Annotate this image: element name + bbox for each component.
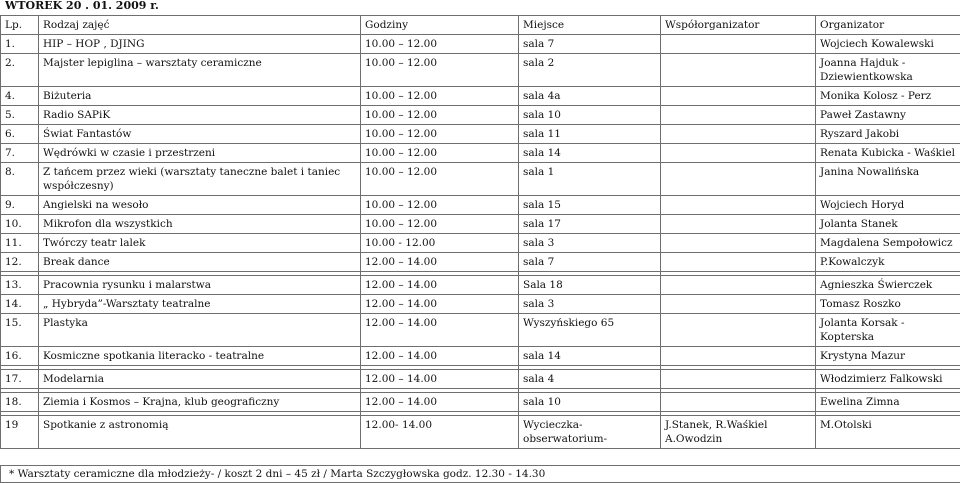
organizer: Magdalena Sempołowicz — [816, 234, 960, 253]
co-organizer — [661, 87, 816, 106]
co-organizer — [661, 196, 816, 215]
hours: 10.00 – 12.00 — [361, 163, 519, 196]
activity-name: Kosmiczne spotkania literacko - teatralne — [39, 347, 361, 366]
activity-name: Świat Fantastów — [39, 125, 361, 144]
organizer: Włodzimierz Falkowski — [816, 370, 960, 389]
location: sala 7 — [519, 35, 661, 54]
row-number: 10. — [1, 215, 39, 234]
activity-name: Biżuteria — [39, 87, 361, 106]
organizer: P.Kowalczyk — [816, 253, 960, 272]
hours: 12.00- 14.00 — [361, 416, 519, 449]
hours: 10.00 – 12.00 — [361, 215, 519, 234]
location: sala 3 — [519, 295, 661, 314]
row-number: 4. — [1, 87, 39, 106]
hours: 10.00 – 12.00 — [361, 125, 519, 144]
location: sala 10 — [519, 106, 661, 125]
hours: 10.00 – 12.00 — [361, 106, 519, 125]
organizer: Krystyna Mazur — [816, 347, 960, 366]
co-organizer: J.Stanek, R.Waśkiel A.Owodzin — [661, 416, 816, 449]
row-number: 6. — [1, 125, 39, 144]
row-number: 2. — [1, 54, 39, 87]
activity-name: Ziemia i Kosmos – Krajna, klub geograficzny — [39, 393, 361, 412]
location: sala 4 — [519, 370, 661, 389]
location: Wyszyńskiego 65 — [519, 314, 661, 347]
hours: 12.00 – 14.00 — [361, 276, 519, 295]
row-number: 16. — [1, 347, 39, 366]
activity-name: Twórczy teatr lalek — [39, 234, 361, 253]
table-row — [1, 314, 960, 347]
schedule-table — [0, 15, 960, 449]
table-row — [1, 54, 960, 87]
activity-name: Z tańcem przez wieki (warsztaty taneczne balet i taniec współczesny) — [39, 163, 361, 196]
organizer: Joanna Hajduk - Dziewientkowska — [816, 54, 960, 87]
organizer: Ryszard Jakobi — [816, 125, 960, 144]
location: sala 7 — [519, 253, 661, 272]
organizer: Monika Kolosz - Perz — [816, 87, 960, 106]
row-number: 11. — [1, 234, 39, 253]
co-organizer — [661, 234, 816, 253]
row-number: 13. — [1, 276, 39, 295]
table-row — [1, 253, 960, 272]
table-row — [1, 215, 960, 234]
organizer: M.Otolski — [816, 416, 960, 449]
co-organizer — [661, 347, 816, 366]
activity-name: Wędrówki w czasie i przestrzeni — [39, 144, 361, 163]
co-organizer — [661, 35, 816, 54]
header-rodzaj-zajec: Rodzaj zajęć — [39, 16, 361, 35]
row-number: 19 — [1, 416, 39, 449]
table-row — [1, 393, 960, 412]
organizer: Tomasz Roszko — [816, 295, 960, 314]
row-number: 1. — [1, 35, 39, 54]
activity-name: „ Hybryda”-Warsztaty teatralne — [39, 295, 361, 314]
table-row — [1, 347, 960, 366]
organizer: Janina Nowalińska — [816, 163, 960, 196]
activity-name: Mikrofon dla wszystkich — [39, 215, 361, 234]
location: sala 3 — [519, 234, 661, 253]
location: sala 10 — [519, 393, 661, 412]
header-godziny: Godziny — [361, 16, 519, 35]
page-title: WTOREK 20 . 01. 2009 r. — [5, 0, 159, 12]
footnote: * Warsztaty ceramiczne dla młodzieży- / koszt 2 dni – 45 zł / Marta Szczygłowska godz. 12.30 - 14.30 — [0, 465, 960, 483]
table-row — [1, 87, 960, 106]
row-number: 8. — [1, 163, 39, 196]
organizer: Wojciech Kowalewski — [816, 35, 960, 54]
hours: 10.00 – 12.00 — [361, 35, 519, 54]
row-number: 17. — [1, 370, 39, 389]
location: sala 2 — [519, 54, 661, 87]
co-organizer — [661, 393, 816, 412]
row-number: 5. — [1, 106, 39, 125]
co-organizer — [661, 215, 816, 234]
row-number: 9. — [1, 196, 39, 215]
table-row — [1, 144, 960, 163]
row-number: 7. — [1, 144, 39, 163]
table-row — [1, 370, 960, 389]
co-organizer — [661, 314, 816, 347]
co-organizer — [661, 144, 816, 163]
organizer: Wojciech Horyd — [816, 196, 960, 215]
activity-name: Angielski na wesoło — [39, 196, 361, 215]
location: sala 17 — [519, 215, 661, 234]
location: sala 4a — [519, 87, 661, 106]
row-number: 14. — [1, 295, 39, 314]
co-organizer — [661, 295, 816, 314]
organizer: Paweł Zastawny — [816, 106, 960, 125]
co-organizer — [661, 163, 816, 196]
table-row — [1, 295, 960, 314]
activity-name: Spotkanie z astronomią — [39, 416, 361, 449]
table-row — [1, 196, 960, 215]
location: sala 11 — [519, 125, 661, 144]
hours: 12.00 – 14.00 — [361, 314, 519, 347]
table-row — [1, 163, 960, 196]
location: sala 1 — [519, 163, 661, 196]
table-row — [1, 35, 960, 54]
hours: 10.00 – 12.00 — [361, 196, 519, 215]
location: sala 14 — [519, 144, 661, 163]
hours: 12.00 – 14.00 — [361, 370, 519, 389]
organizer: Ewelina Zimna — [816, 393, 960, 412]
organizer: Renata Kubicka - Waśkiel — [816, 144, 960, 163]
table-row — [1, 276, 960, 295]
hours: 12.00 – 14.00 — [361, 347, 519, 366]
table-row — [1, 234, 960, 253]
table-row — [1, 416, 960, 449]
hours: 12.00 – 14.00 — [361, 393, 519, 412]
hours: 10.00 – 12.00 — [361, 87, 519, 106]
organizer: Jolanta Stanek — [816, 215, 960, 234]
location: Wycieczka-obserwatorium- — [519, 416, 661, 449]
header-wspolorganizator: Współorganizator — [661, 16, 816, 35]
co-organizer — [661, 125, 816, 144]
activity-name: Pracownia rysunku i malarstwa — [39, 276, 361, 295]
hours: 10.00 - 12.00 — [361, 234, 519, 253]
hours: 12.00 – 14.00 — [361, 253, 519, 272]
row-number: 15. — [1, 314, 39, 347]
location: Sala 18 — [519, 276, 661, 295]
header-organizator: Organizator — [816, 16, 960, 35]
co-organizer — [661, 253, 816, 272]
activity-name: Break dance — [39, 253, 361, 272]
activity-name: HIP – HOP , DJING — [39, 35, 361, 54]
hours: 12.00 – 14.00 — [361, 295, 519, 314]
co-organizer — [661, 54, 816, 87]
location: sala 15 — [519, 196, 661, 215]
activity-name: Majster lepiglina – warsztaty ceramiczne — [39, 54, 361, 87]
table-header-row — [1, 16, 960, 35]
organizer: Agnieszka Świerczek — [816, 276, 960, 295]
header-lp: Lp. — [1, 16, 39, 35]
activity-name: Radio SAPiK — [39, 106, 361, 125]
hours: 10.00 – 12.00 — [361, 54, 519, 87]
row-number: 12. — [1, 253, 39, 272]
header-miejsce: Miejsce — [519, 16, 661, 35]
activity-name: Plastyka — [39, 314, 361, 347]
organizer: Jolanta Korsak - Kopterska — [816, 314, 960, 347]
co-organizer — [661, 106, 816, 125]
activity-name: Modelarnia — [39, 370, 361, 389]
location: sala 14 — [519, 347, 661, 366]
table-row — [1, 125, 960, 144]
co-organizer — [661, 370, 816, 389]
table-row — [1, 106, 960, 125]
co-organizer — [661, 276, 816, 295]
hours: 10.00 – 12.00 — [361, 144, 519, 163]
row-number: 18. — [1, 393, 39, 412]
